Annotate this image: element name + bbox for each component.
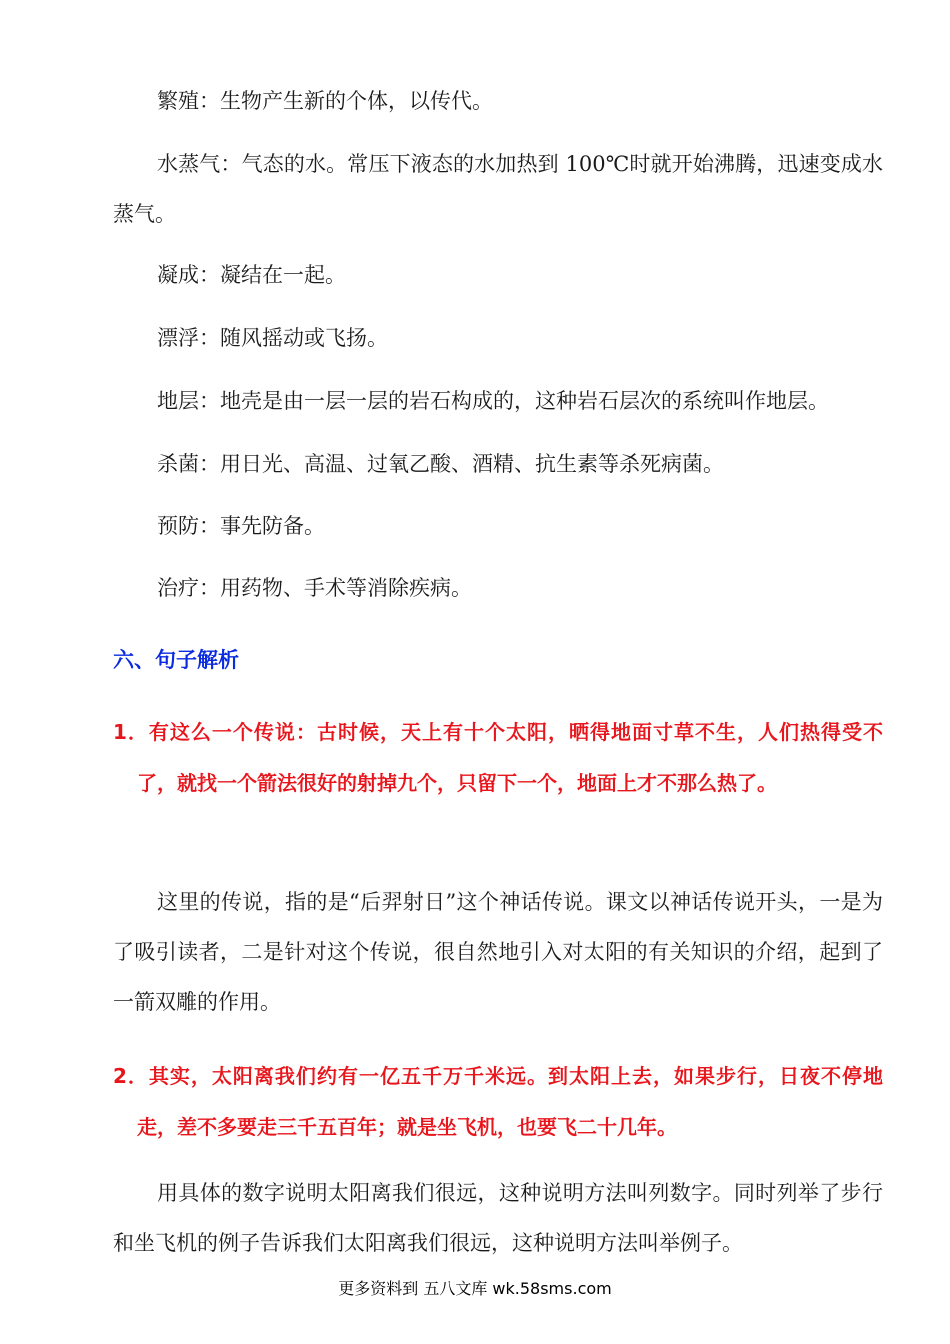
definition-yufang: 预防：事先防备。 bbox=[157, 514, 325, 538]
definition-zhiliao: 治疗：用药物、手术等消除疾病。 bbox=[157, 576, 472, 600]
definition-ningcheng: 凝成：凝结在一起。 bbox=[157, 263, 346, 287]
sentence-analysis-2: 用具体的数字说明太阳离我们很远，这种说明方法叫列数字。同时列举了步行和坐飞机的例子告诉我们太阳离我们很远，这种说明方法叫举例子。 bbox=[113, 1181, 883, 1255]
definition-piaofu: 漂浮：随风摇动或飞扬。 bbox=[157, 326, 388, 350]
definition-fanzhi: 繁殖：生物产生新的个体，以传代。 bbox=[157, 89, 493, 113]
key-sentence-1: 1．有这么一个传说：古时候，天上有十个太阳，晒得地面寸草不生，人们热得受不了，就找一个箭法很好的射掉九个，只留下一个，地面上才不那么热了。 bbox=[113, 720, 883, 795]
footer-watermark: 更多资料到 五八文库 wk.58sms.com bbox=[338, 1279, 612, 1298]
definition-shuizhengqi: 水蒸气：气态的水。常压下液态的水加热到 100℃时就开始沸腾，迅速变成水蒸气。 bbox=[113, 152, 883, 226]
definition-diceng: 地层：地壳是由一层一层的岩石构成的，这种岩石层次的系统叫作地层。 bbox=[157, 389, 829, 413]
key-sentence-2: 2．其实，太阳离我们约有一亿五千万千米远。到太阳上去，如果步行，日夜不停地走，差不多要走三千五百年；就是坐飞机，也要飞二十几年。 bbox=[113, 1064, 883, 1139]
definition-shajun: 杀菌：用日光、高温、过氧乙酸、酒精、抗生素等杀死病菌。 bbox=[157, 452, 724, 476]
sentence-analysis-1: 这里的传说，指的是“后羿射日”这个神话传说。课文以神话传说开头，一是为了吸引读者，二是针对这个传说，很自然地引入对太阳的有关知识的介绍，起到了一箭双雕的作用。 bbox=[113, 890, 883, 1014]
section-heading: 六、句子解析 bbox=[113, 648, 239, 672]
